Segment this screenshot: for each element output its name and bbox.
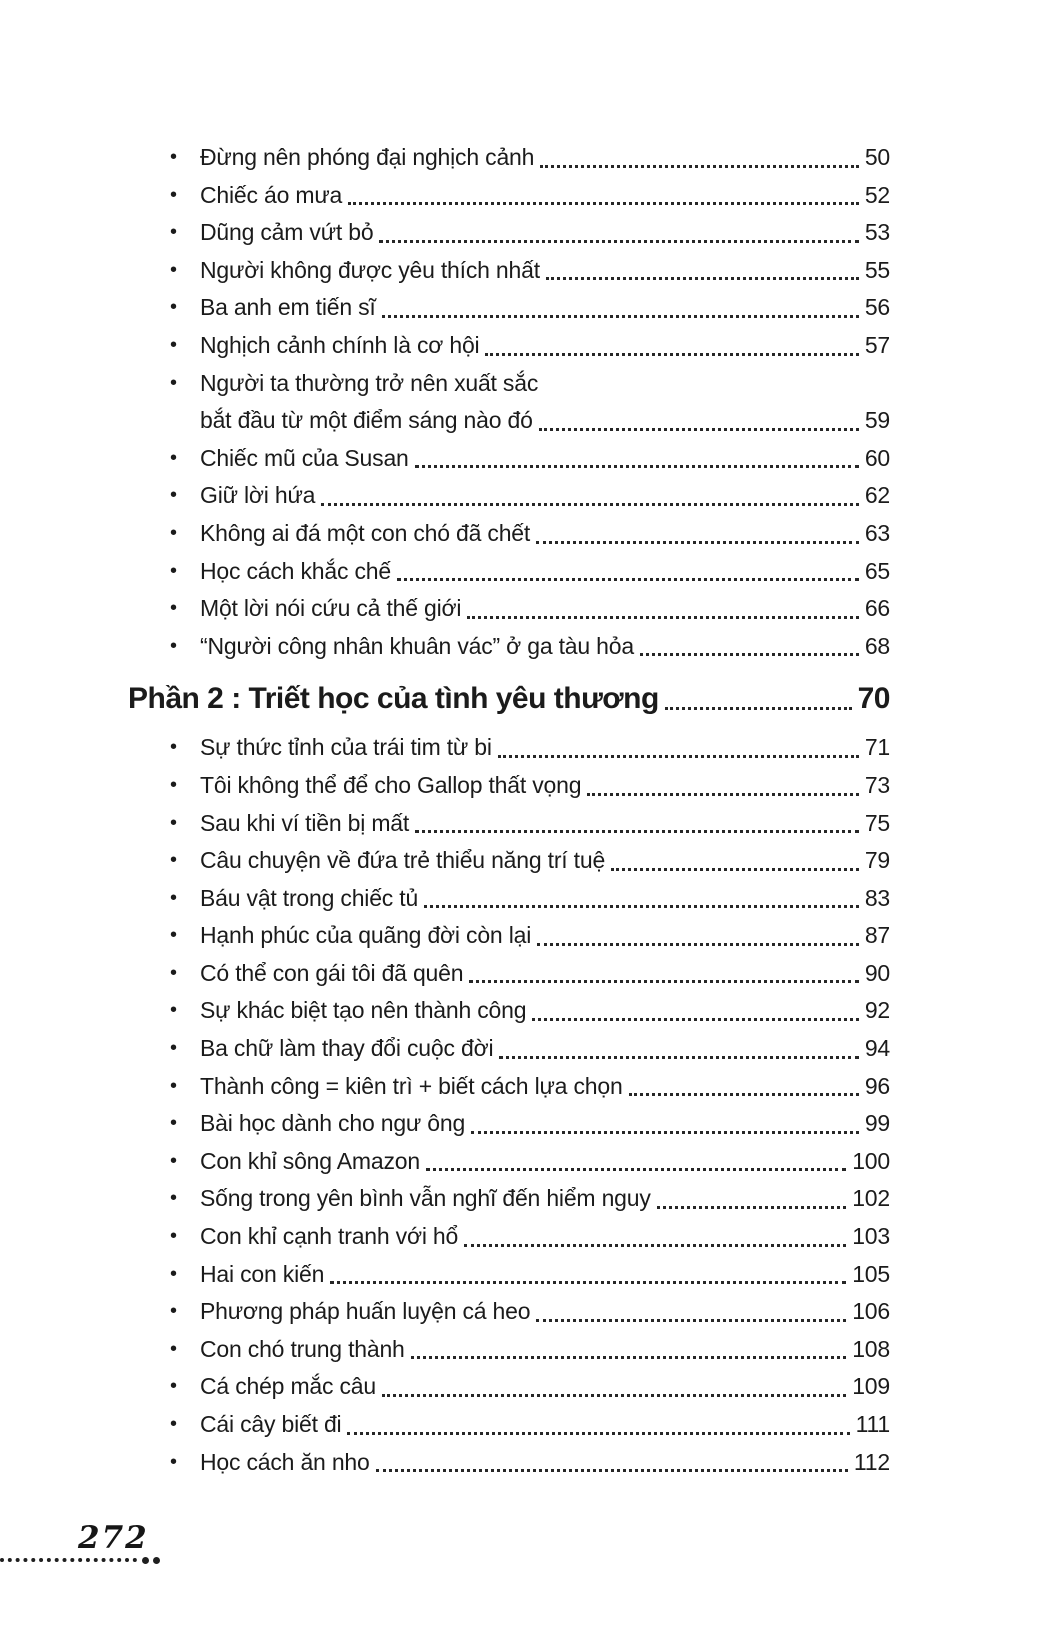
toc-entry-title: Hai con kiến (200, 1260, 325, 1287)
toc-entry-lines (200, 1105, 890, 1143)
page-footer (0, 1521, 172, 1564)
toc-part-2 (128, 729, 890, 1481)
toc-entry-title: Nghịch cảnh chính là cơ hội (200, 331, 480, 358)
bullet-icon: • (170, 1112, 178, 1135)
toc-entry-lines (200, 515, 890, 553)
toc-entry-title: Một lời nói cứu cả thế giới (200, 595, 462, 622)
dot-leader (415, 465, 859, 468)
bullet-icon: • (170, 1262, 178, 1285)
toc-entry (128, 992, 890, 1030)
dot-leader (382, 315, 859, 318)
toc-entry-page: 66 (864, 595, 890, 622)
bullet-icon: • (170, 961, 178, 984)
toc-entry-title: Hạnh phúc của quãng đời còn lại (200, 922, 532, 949)
toc-entry-page: 87 (864, 922, 890, 949)
toc-entry-title: Học cách khắc chế (200, 557, 391, 584)
bullet-icon: • (170, 736, 178, 759)
toc-entry-page: 71 (864, 734, 890, 761)
toc-entry (128, 1368, 890, 1406)
bullet-icon: • (170, 1225, 178, 1248)
toc-entry (128, 1180, 890, 1218)
bullet-icon: • (170, 1337, 178, 1360)
bullet-icon: • (170, 258, 178, 281)
toc-entry-lines (200, 1256, 890, 1294)
toc-entry-page: 83 (864, 884, 890, 911)
bullet-icon: • (170, 886, 178, 909)
toc-entry-title: Chiếc mũ của Susan (200, 444, 409, 471)
dot-leader (536, 541, 859, 544)
dot-leader (469, 980, 858, 983)
toc-entry-lines (200, 365, 890, 440)
dot-leader (546, 277, 859, 280)
toc-entry-title: Học cách ăn nho (200, 1448, 370, 1475)
toc-entry-page: 55 (864, 256, 890, 283)
toc-entry-page: 60 (864, 444, 890, 471)
bullet-icon: • (170, 559, 178, 582)
toc-entry-title: Ba anh em tiến sĩ (200, 294, 376, 321)
toc-entry-page: 65 (864, 557, 890, 584)
toc-entry-page: 103 (852, 1223, 890, 1250)
toc-entry (128, 1068, 890, 1106)
toc-entry-page: 90 (864, 959, 890, 986)
dot-leader (540, 165, 859, 168)
toc-entry-title: Đừng nên phóng đại nghịch cảnh (200, 144, 535, 170)
toc-entry (128, 1218, 890, 1256)
toc-entry-page: 111 (855, 1411, 890, 1437)
toc-entry-page: 102 (852, 1185, 890, 1212)
toc-entry-page: 59 (864, 407, 890, 434)
toc-entry-lines (200, 1444, 890, 1482)
toc-entry-title: Bài học dành cho ngư ông (200, 1110, 466, 1137)
part2-heading-page: 70 (857, 682, 890, 716)
toc-entry-title: Không ai đá một con chó đã chết (200, 519, 531, 546)
toc-entry (128, 440, 890, 478)
toc-entry-title: Có thể con gái tôi đã quên (200, 959, 464, 986)
bullet-icon: • (170, 1187, 178, 1210)
toc-entry-title: Con chó trung thành (200, 1335, 405, 1362)
toc-entry-lines (200, 1293, 890, 1331)
toc-entry-lines (200, 177, 890, 215)
toc-entry (128, 177, 890, 215)
toc-entry (128, 628, 890, 666)
bullet-icon: • (170, 924, 178, 947)
toc-entry-lines (200, 553, 890, 591)
dot-leader (537, 943, 859, 946)
toc-entry-title: Thành công = kiên trì + biết cách lựa chọn (200, 1072, 623, 1099)
toc-entry (128, 767, 890, 805)
toc-entry-page: 92 (864, 997, 890, 1024)
bullet-icon: • (170, 484, 178, 507)
toc-entry (128, 805, 890, 843)
bullet-icon: • (170, 446, 178, 469)
toc-entry-lines (200, 1368, 890, 1406)
toc-entry-page: 79 (864, 847, 890, 874)
dot-leader (464, 1244, 846, 1247)
toc-entry-lines (200, 327, 890, 365)
toc-entry-title: Giữ lời hứa (200, 482, 316, 509)
toc-entry (128, 590, 890, 628)
toc-entry-page: 75 (864, 809, 890, 836)
toc-entry-page: 106 (852, 1298, 890, 1325)
bullet-icon: • (170, 1375, 178, 1398)
toc-entry (128, 917, 890, 955)
toc-entry (128, 1105, 890, 1143)
toc-entry-page: 96 (864, 1072, 890, 1099)
toc-entry-page: 109 (852, 1373, 890, 1400)
toc-entry-lines (200, 880, 890, 918)
toc-entry-title: Báu vật trong chiếc tủ (200, 884, 419, 911)
bullet-icon: • (170, 371, 178, 394)
toc-entry-lines (200, 729, 890, 767)
toc-entry-page: 68 (864, 632, 890, 659)
toc-entry (128, 1143, 890, 1181)
toc-entry (128, 252, 890, 290)
toc-entry-page: 99 (864, 1110, 890, 1137)
toc-entry-page: 52 (864, 181, 890, 208)
dot-leader (499, 1056, 858, 1059)
toc-entry-page: 56 (864, 294, 890, 321)
toc-entry-lines (200, 1030, 890, 1068)
dot-leader (348, 202, 859, 205)
dot-leader (397, 578, 859, 581)
bullet-icon: • (170, 183, 178, 206)
toc-entry-title: Sau khi ví tiền bị mất (200, 809, 410, 836)
bullet-icon: • (170, 1450, 178, 1473)
toc-entry-lines (200, 252, 890, 290)
dot-leader (640, 653, 859, 656)
bullet-icon: • (170, 634, 178, 657)
toc-entry-title: “Người công nhân khuân vác” ở ga tàu hỏa (200, 632, 634, 659)
bullet-icon: • (170, 333, 178, 356)
toc-entry-lines (200, 805, 890, 843)
dot-leader (415, 830, 859, 833)
toc-entry-title: Tôi không thể để cho Gallop thất vọng (200, 771, 582, 798)
toc-entry-page: 100 (852, 1147, 890, 1174)
toc-entry (128, 1331, 890, 1369)
toc-entry-page: 53 (864, 219, 890, 246)
dot-leader (424, 905, 859, 908)
bullet-icon: • (170, 1149, 178, 1172)
toc-entry (128, 139, 890, 177)
toc-entry-lines (200, 289, 890, 327)
toc-entry (128, 1030, 890, 1068)
dot-leader (657, 1206, 847, 1209)
toc-entry-lines (200, 1406, 890, 1444)
bullet-icon: • (170, 221, 178, 244)
toc-entry (128, 955, 890, 993)
toc-entry-lines (200, 1218, 890, 1256)
toc-entry-title: bắt đầu từ một điểm sáng nào đó (200, 407, 533, 434)
dot-leader (467, 616, 858, 619)
toc-entry-lines (200, 842, 890, 880)
toc-entry-lines (200, 917, 890, 955)
toc-entry (128, 327, 890, 365)
toc-entry (128, 1444, 890, 1482)
toc-entry-lines (200, 1331, 890, 1369)
toc-entry-title: Dũng cảm vứt bỏ (200, 219, 374, 246)
dot-leader (485, 353, 858, 356)
toc-entry-lines (200, 767, 890, 805)
toc-entry-page: 112 (853, 1448, 890, 1475)
toc-entry (128, 880, 890, 918)
dot-leader (629, 1093, 859, 1096)
bullet-icon: • (170, 849, 178, 872)
toc-entry-page: 63 (864, 519, 890, 546)
dot-leader (471, 1131, 859, 1134)
dot-leader (587, 793, 859, 796)
toc-entry (128, 1256, 890, 1294)
toc-entry-lines (200, 955, 890, 993)
toc-entry (128, 289, 890, 327)
bullet-icon: • (170, 811, 178, 834)
bullet-icon: • (170, 999, 178, 1022)
toc-part-1 (128, 139, 890, 665)
bullet-icon: • (170, 1037, 178, 1060)
toc-entry-page: 108 (852, 1335, 890, 1362)
part2-heading-label: Phần 2 : Triết học của tình yêu thương (128, 682, 659, 716)
toc-entry (128, 365, 890, 440)
dot-leader (330, 1281, 846, 1284)
toc-entry (128, 1293, 890, 1331)
toc-entry-page: 94 (864, 1035, 890, 1062)
bullet-icon: • (170, 1300, 178, 1323)
toc-entry-lines (200, 139, 890, 177)
bullet-icon: • (170, 521, 178, 544)
bullet-icon: • (170, 1413, 178, 1435)
toc-entry (128, 729, 890, 767)
toc-entry-page: 50 (864, 144, 890, 170)
toc-entry-title: Ba chữ làm thay đổi cuộc đời (200, 1035, 494, 1062)
toc-entry-lines (200, 214, 890, 252)
toc-entry (128, 842, 890, 880)
toc-entry-lines (200, 1143, 890, 1181)
footer-dots (0, 1558, 137, 1562)
toc-entry-page: 105 (852, 1260, 890, 1287)
toc-entry-lines (200, 1068, 890, 1106)
toc-entry (128, 214, 890, 252)
dot-leader (347, 1432, 849, 1435)
toc-entry-page: 62 (864, 482, 890, 509)
footer-end-dots-icon (142, 1557, 149, 1564)
toc-part2-heading (128, 677, 890, 721)
toc-entry-page: 73 (864, 771, 890, 798)
toc-entry-lines (200, 477, 890, 515)
toc-entry-title: Cá chép mắc câu (200, 1373, 376, 1400)
toc-entry (128, 477, 890, 515)
toc-entry (128, 553, 890, 591)
toc-entry-title: Con khỉ sông Amazon (200, 1147, 420, 1174)
dot-leader (376, 1469, 848, 1472)
toc-entry-lines (200, 1180, 890, 1218)
dot-leader (665, 707, 852, 710)
toc-entry-title: Người ta thường trở nên xuất sắc (200, 369, 539, 396)
dot-leader (382, 1394, 846, 1397)
table-of-contents (128, 139, 890, 1481)
toc-entry (128, 515, 890, 553)
bullet-icon: • (170, 1074, 178, 1097)
bullet-icon: • (170, 773, 178, 796)
toc-entry-title: Câu chuyện về đứa trẻ thiểu năng trí tuệ (200, 847, 606, 874)
dot-leader (498, 755, 859, 758)
page-number: 272 (78, 1520, 149, 1556)
dot-leader (321, 503, 859, 506)
toc-entry-title: Cái cây biết đi (200, 1411, 342, 1437)
toc-entry-page: 57 (864, 331, 890, 358)
toc-entry (128, 1406, 890, 1444)
toc-entry-lines (200, 440, 890, 478)
toc-entry-lines (200, 590, 890, 628)
dot-leader (426, 1168, 846, 1171)
toc-entry-title: Con khỉ cạnh tranh với hổ (200, 1223, 459, 1250)
toc-entry-lines (200, 992, 890, 1030)
bullet-icon: • (170, 296, 178, 319)
toc-entry-lines (200, 628, 890, 666)
toc-entry-title: Sống trong yên bình vẫn nghĩ đến hiểm nguy (200, 1185, 651, 1212)
toc-entry-title: Chiếc áo mưa (200, 181, 343, 208)
toc-entry-title: Sự thức tỉnh của trái tim từ bi (200, 734, 492, 761)
bullet-icon: • (170, 597, 178, 620)
dot-leader (532, 1018, 858, 1021)
toc-entry-title: Người không được yêu thích nhất (200, 256, 540, 283)
dot-leader (379, 240, 858, 243)
bullet-icon: • (170, 146, 178, 168)
toc-entry-title: Phương pháp huấn luyện cá heo (200, 1298, 531, 1325)
toc-entry-title: Sự khác biệt tạo nên thành công (200, 997, 527, 1024)
dot-leader (611, 868, 859, 871)
dot-leader (411, 1356, 847, 1359)
footer-dotted-line (0, 1556, 172, 1564)
dot-leader (536, 1319, 846, 1322)
dot-leader (539, 428, 859, 431)
